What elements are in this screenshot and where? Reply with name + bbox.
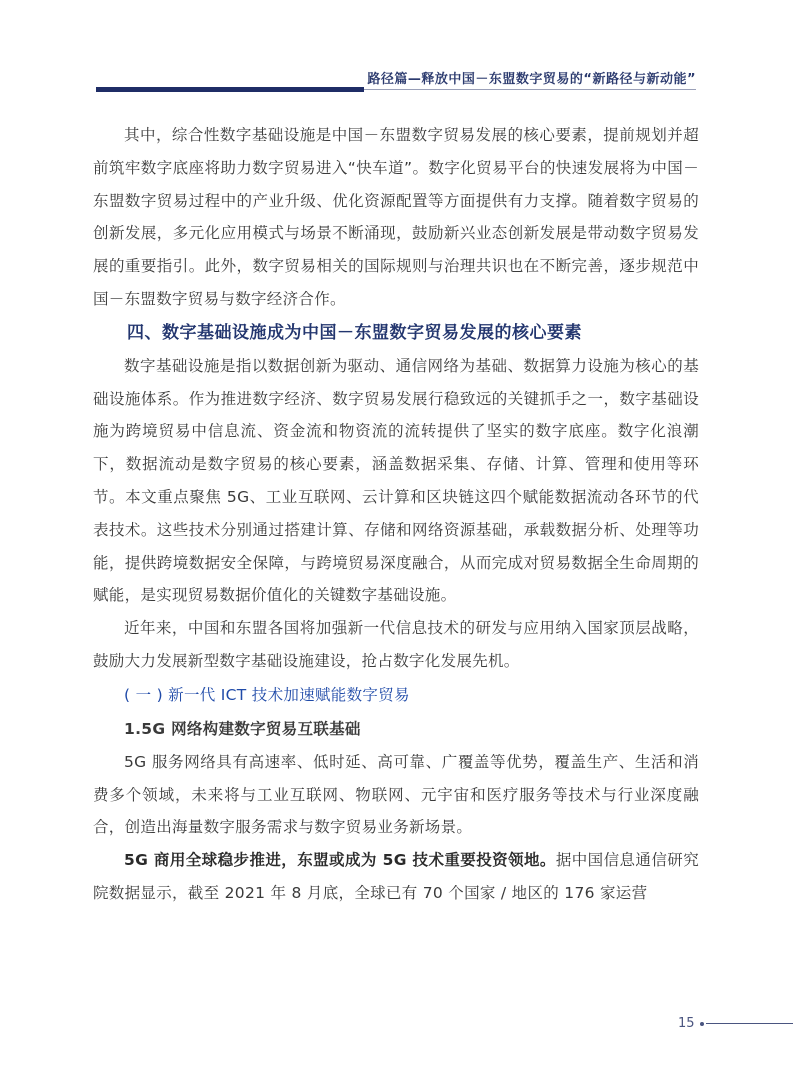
running-header [96,64,696,90]
paragraph-2: 数字基础设施是指以数据创新为驱动、通信网络为基础、数据算力设施为核心的基础设施体系。作为推进数字经济、数字贸易发展行稳致远的关键抓手之一，数字基础设施为跨境贸易中信息流、资金流和物资流的流转提供了坚实的数字底座。数字化浪潮下，数据流动是数字贸易的核心要素，涵盖数据采集、存储、计算、管理和使用等环节。本文重点聚焦 5G、工业互联网、云计算和区块链这四个赋能数据流动各环节的代表技术。这些技术分别通过搭建计算、存储和网络资源基础，承载数据分析、处理等功能，提供跨境数据安全保障，与跨境贸易深度融合，从而完成对贸易数据全生命周期的赋能，是实现贸易数据价值化的关键数字基础设施。 [93,356,699,605]
footer-dot [700,1022,704,1026]
paragraph-5-rest: 据中国信息通信研究院数据显示，截至 2021 年 8 月底，全球已有 70 个国家 / 地区的 176 家运营 [93,851,699,902]
paragraph-3: 近年来，中国和东盟各国将加强新一代信息技术的研发与应用纳入国家顶层战略，鼓励大力发展新型数字基础设施建设，抢占数字化发展先机。 [93,619,699,670]
header-rule-thick [96,87,364,92]
paragraph-5 [93,844,699,910]
header-title: 路径篇—释放中国－东盟数字贸易的“新路径与新动能” [367,72,696,87]
footer-rule [706,1023,793,1024]
subsection-heading-2: 1.5G 网络构建数字贸易互联基础 [124,719,361,738]
subsection-heading-1: ( 一 ) 新一代 ICT 技术加速赋能数字贸易 [124,685,410,704]
page-number: 15 [678,1016,695,1031]
paragraph-5-lead: 5G 商用全球稳步推进，东盟或成为 5G 技术重要投资领地。 [124,851,556,870]
paragraph-1: 其中，综合性数字基础设施是中国－东盟数字贸易发展的核心要素，提前规划并超前筑牢数字底座将助力数字贸易进入“快车道”。数字化贸易平台的快速发展将为中国－东盟数字贸易过程中的产业升级、优化资源配置等方面提供有力支撑。随着数字贸易的创新发展，多元化应用模式与场景不断涌现，鼓励新兴业态创新发展是带动数字贸易发展的重要指引。此外，数字贸易相关的国际规则与治理共识也在不断完善，逐步规范中国－东盟数字贸易与数字经济合作。 [93,126,699,308]
body-content [93,119,699,910]
section-heading-4: 四、数字基础设施成为中国－东盟数字贸易发展的核心要素 [127,322,582,343]
page-footer [640,1016,793,1032]
paragraph-4: 5G 服务网络具有高速率、低时延、高可靠、广覆盖等优势，覆盖生产、生活和消费多个领域，未来将与工业互联网、物联网、元宇宙和医疗服务等技术与行业深度融合，创造出海量数字服务需求与数字贸易业务新场景。 [93,752,699,837]
